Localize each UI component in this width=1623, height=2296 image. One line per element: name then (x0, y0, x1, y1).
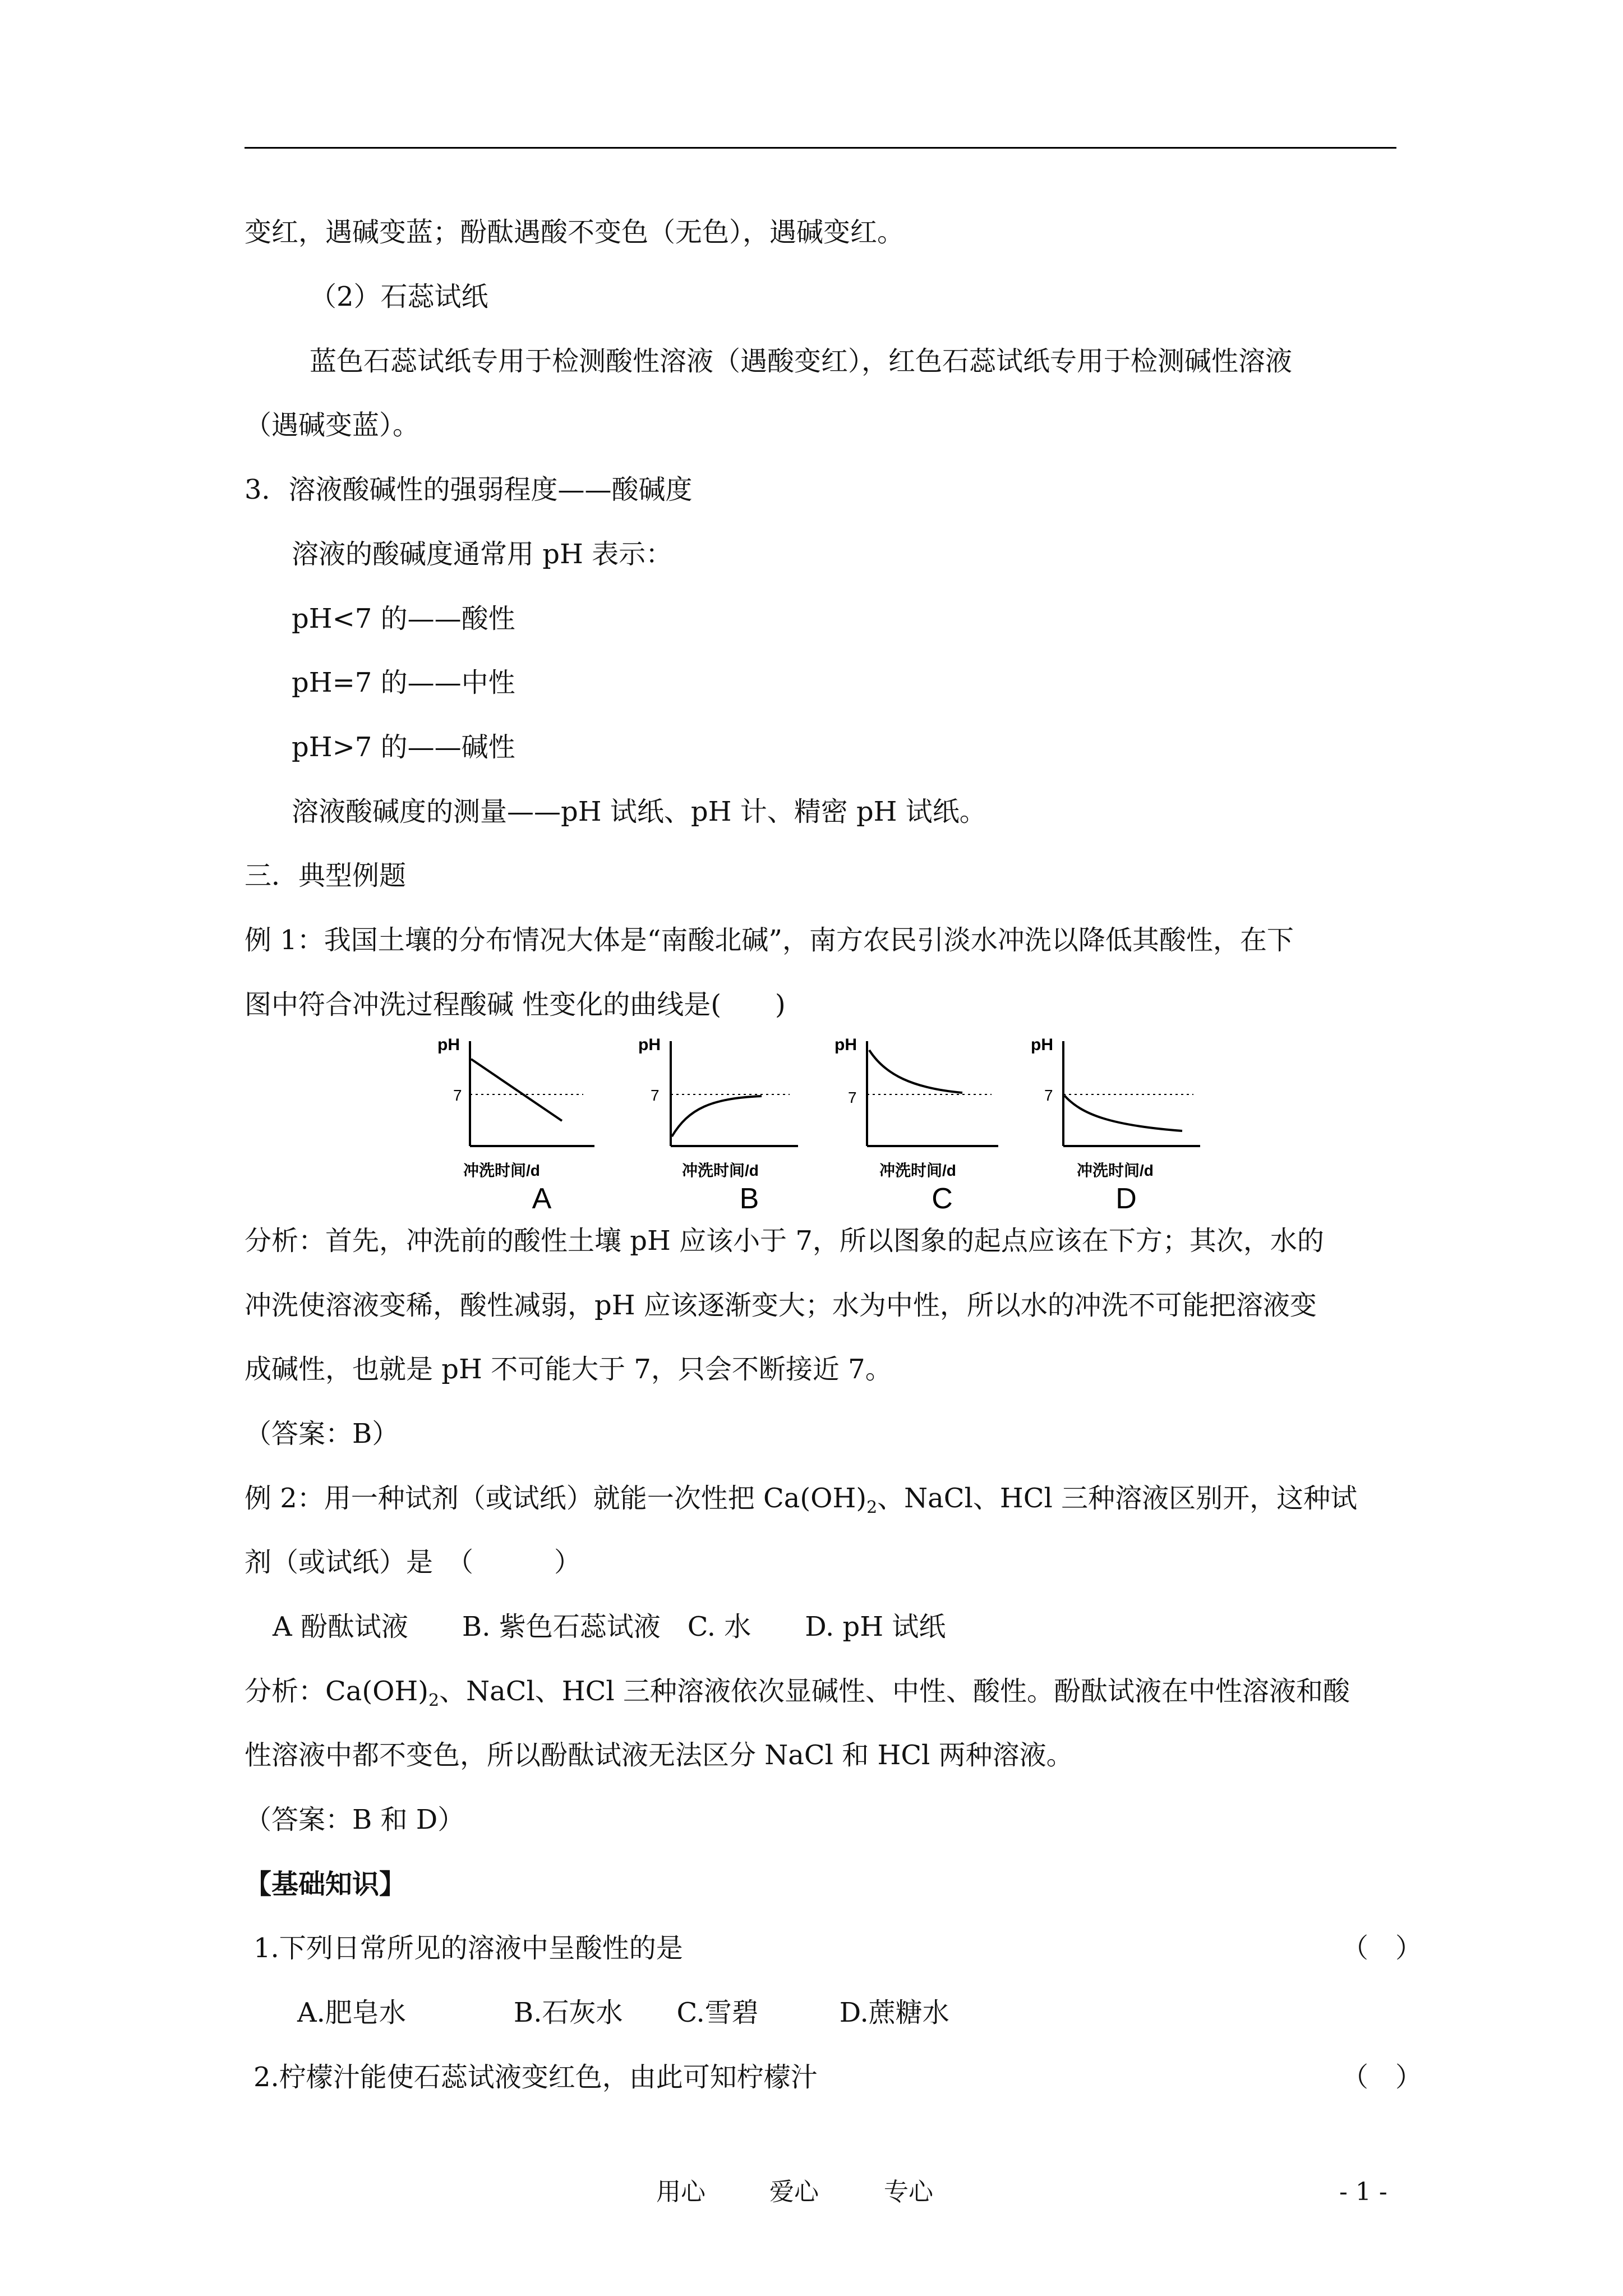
text-line: pH>7 的——碱性 (292, 731, 515, 763)
question-text-part: 、NaCl、HCl 三种溶液区别开，这种试 (877, 1483, 1358, 1514)
text-line: 溶液酸碱度的测量——pH 试纸、pH 计、精密 pH 试纸。 (292, 796, 986, 827)
footer-motto: 爱心 (769, 2178, 819, 2206)
header-rule (245, 147, 1396, 149)
y-axis-label: pH (834, 1036, 857, 1054)
subscript: 2 (866, 1498, 878, 1517)
question-text (245, 1481, 1357, 1525)
analysis-text: 成碱性，也就是 pH 不可能大于 7，只会不断接近 7。 (245, 1354, 892, 1385)
text-line: pH<7 的——酸性 (292, 603, 515, 634)
answer-options: A 酚酞试液 B. 紫色石蕊试液 C. 水 D. pH 试纸 (273, 1611, 946, 1642)
question-text: 2.柠檬汁能使石蕊试液变红色，由此可知柠檬汁 (253, 2062, 818, 2093)
analysis-text: 性溶液中都不变色，所以酚酞试液无法区分 NaCl 和 HCl 两种溶液。 (245, 1740, 1073, 1771)
answer-bracket: （ ） (1341, 2062, 1423, 2093)
y-axis-label: pH (437, 1036, 460, 1054)
x-axis-label: 冲洗时间/d (682, 1162, 759, 1179)
neutral-tick-label: 7 (1044, 1087, 1053, 1104)
analysis-text: 分析：首先，冲洗前的酸性土壤 pH 应该小于 7，所以图象的起点应该在下方；其次，水的 (245, 1225, 1324, 1257)
section-heading: 3．溶液酸碱性的强弱程度——酸碱度 (245, 474, 693, 505)
figure-c (823, 1030, 1003, 1215)
question-text: 剂（或试纸）是 （ ） (245, 1547, 582, 1578)
ph-curve (869, 1050, 962, 1093)
section-heading: 三．典型例题 (245, 860, 407, 891)
footer-motto: 用心 (656, 2178, 706, 2206)
figure-letter: C (932, 1182, 953, 1215)
subscript: 2 (428, 1691, 440, 1710)
x-axis-label: 冲洗时间/d (463, 1162, 540, 1179)
answer-options: A.肥皂水 B.石灰水 C.雪碧 D.蔗糖水 (297, 1997, 949, 2028)
analysis-text: 冲洗使溶液变稀，酸性减弱，pH 应该逐渐变大；水为中性，所以水的冲洗不可能把溶液变 (245, 1290, 1317, 1321)
neutral-tick-label: 7 (848, 1089, 857, 1106)
y-axis-label: pH (1031, 1036, 1053, 1054)
neutral-tick-label: 7 (651, 1087, 660, 1104)
ph-curve (471, 1059, 562, 1121)
figure-letter: B (739, 1182, 759, 1215)
text-line: pH=7 的——中性 (292, 667, 515, 698)
answer-bracket: （ ） (1341, 1932, 1423, 1964)
text-line: 蓝色石蕊试纸专用于检测酸性溶液（遇酸变红），红色石蕊试纸专用于检测碱性溶液 (310, 346, 1293, 377)
figure-a (432, 1030, 600, 1215)
answer-text: （答案：B） (245, 1418, 399, 1450)
figure-letter: D (1115, 1182, 1137, 1215)
text-line: （遇碱变蓝）。 (245, 409, 420, 441)
footer-motto: 专心 (884, 2178, 933, 2206)
section-heading: 【基础知识】 (245, 1869, 407, 1900)
ph-curve (1064, 1096, 1182, 1131)
y-axis-label: pH (638, 1036, 661, 1054)
question-text: 1.下列日常所见的溶液中呈酸性的是 (253, 1932, 683, 1964)
question-text-part: 例 2：用一种试剂（或试纸）就能一次性把 Ca(OH) (245, 1483, 867, 1514)
analysis-text-part: 分析：Ca(OH) (245, 1676, 429, 1707)
analysis-text (245, 1674, 1350, 1718)
section-heading: （2）石蕊试纸 (310, 281, 488, 312)
question-text: 例 1：我国土壤的分布情况大体是“南酸北碱”，南方农民引淡水冲洗以降低其酸性，在下 (245, 924, 1294, 956)
answer-text: （答案：B 和 D） (245, 1804, 465, 1835)
text-line: 溶液的酸碱度通常用 pH 表示： (292, 539, 673, 570)
question-text: 图中符合冲洗过程酸碱 性变化的曲线是( ) (245, 989, 786, 1020)
ph-curve (672, 1096, 762, 1137)
analysis-text-part: 、NaCl、HCl 三种溶液依次显碱性、中性、酸性。酚酞试液在中性溶液和酸 (439, 1676, 1350, 1707)
page-number: - 1 - (1339, 2178, 1387, 2206)
text-line: 变红，遇碱变蓝；酚酞遇酸不变色（无色），遇碱变红。 (245, 217, 905, 248)
figure-d (1020, 1030, 1205, 1215)
neutral-tick-label: 7 (453, 1087, 462, 1104)
x-axis-label: 冲洗时间/d (1077, 1162, 1154, 1179)
figure-letter: A (532, 1182, 552, 1215)
x-axis-label: 冲洗时间/d (879, 1162, 956, 1179)
figure-b (627, 1030, 801, 1215)
